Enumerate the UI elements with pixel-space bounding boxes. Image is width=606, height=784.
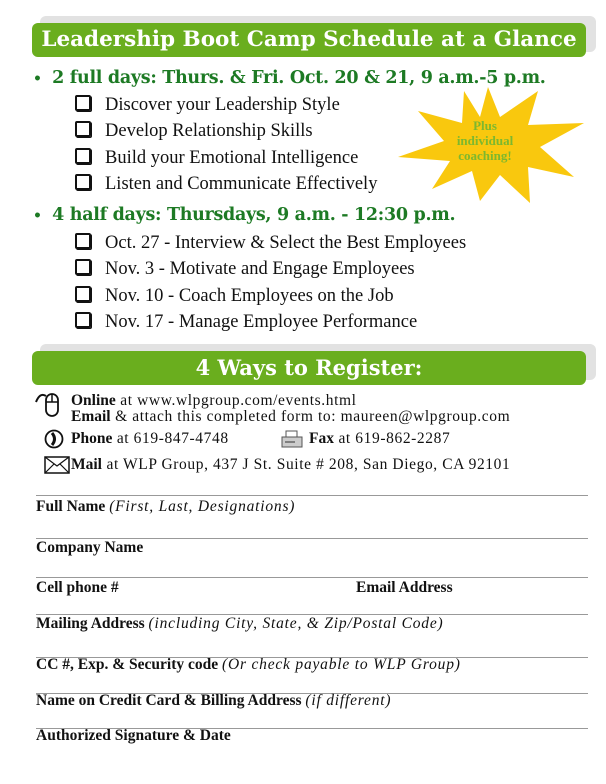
mail-label: Mail xyxy=(71,456,102,473)
register-phone xyxy=(71,430,229,448)
item-label: Nov. 3 - Motivate and Engage Employees xyxy=(105,259,415,279)
callout-line: individual xyxy=(456,133,514,148)
hint: (including City, State, & Zip/Postal Code) xyxy=(148,615,444,632)
field-company-name[interactable] xyxy=(36,539,143,557)
divider xyxy=(36,495,588,496)
item-label: Listen and Communicate Effectively xyxy=(105,174,378,194)
envelope-icon xyxy=(44,456,70,474)
field-card-name[interactable] xyxy=(36,692,391,710)
fax-icon xyxy=(281,430,303,448)
label: Mailing Address xyxy=(36,615,145,632)
email-address[interactable]: & attach this completed form to: maureen@wlpgroup.com xyxy=(110,408,511,425)
item-label: Discover your Leadership Style xyxy=(105,95,340,115)
checklist-item xyxy=(75,286,394,307)
coaching-callout xyxy=(425,118,545,163)
item-label: Build your Emotional Intelligence xyxy=(105,148,359,168)
divider xyxy=(36,577,588,578)
checklist-item xyxy=(75,148,358,169)
item-label: Develop Relationship Skills xyxy=(105,121,313,141)
online-label: Online xyxy=(71,392,116,409)
checkbox-icon[interactable] xyxy=(75,148,91,164)
checklist-item xyxy=(75,233,466,254)
label: Name on Credit Card & Billing Address xyxy=(36,692,302,709)
mail-address: at WLP Group, 437 J St. Suite # 208, San Diego, CA 92101 xyxy=(102,456,511,473)
checklist-item xyxy=(75,95,340,116)
phone-icon xyxy=(44,429,64,449)
checkbox-icon[interactable] xyxy=(75,121,91,137)
checkbox-icon[interactable] xyxy=(75,233,91,249)
item-label: Oct. 27 - Interview & Select the Best Employees xyxy=(105,233,467,253)
half-days-text: 4 half days: Thursdays, 9 a.m. - 12:30 p.m. xyxy=(52,205,456,225)
checklist-item xyxy=(75,259,415,280)
checkbox-icon[interactable] xyxy=(75,259,91,275)
checklist-item xyxy=(75,312,417,333)
field-full-name[interactable] xyxy=(36,498,295,516)
register-header: 4 Ways to Register: xyxy=(32,351,586,385)
register-email xyxy=(71,408,510,426)
fax-label: Fax xyxy=(309,430,334,447)
mouse-icon xyxy=(34,388,64,420)
checklist-item xyxy=(75,121,313,142)
full-days-text: 2 full days: Thurs. & Fri. Oct. 20 & 21, 9 a.m.-5 p.m. xyxy=(52,68,546,88)
field-cell-phone[interactable] xyxy=(36,579,119,597)
checkbox-icon[interactable] xyxy=(75,95,91,111)
checkbox-icon[interactable] xyxy=(75,286,91,302)
phone-label: Phone xyxy=(71,430,113,447)
label: Cell phone # xyxy=(36,579,119,596)
item-label: Nov. 10 - Coach Employees on the Job xyxy=(105,286,394,306)
hint: (First, Last, Designations) xyxy=(109,498,296,515)
checkbox-icon[interactable] xyxy=(75,312,91,328)
label: Full Name xyxy=(36,498,106,515)
field-mailing-address[interactable] xyxy=(36,615,443,633)
checkbox-icon[interactable] xyxy=(75,174,91,190)
item-label: Nov. 17 - Manage Employee Performance xyxy=(105,312,418,332)
register-mail xyxy=(71,456,510,474)
hint: (if different) xyxy=(305,692,392,709)
register-fax xyxy=(309,430,450,448)
callout-line: Plus xyxy=(473,118,497,133)
label: Company Name xyxy=(36,539,144,556)
schedule-header: Leadership Boot Camp Schedule at a Glance xyxy=(32,23,586,57)
callout-line: coaching! xyxy=(458,148,512,163)
checklist-item xyxy=(75,174,377,195)
online-url[interactable]: at www.wlpgroup.com/events.html xyxy=(115,392,357,409)
hint: (Or check payable to WLP Group) xyxy=(222,656,461,673)
label: Authorized Signature & Date xyxy=(36,727,231,744)
label: CC #, Exp. & Security code xyxy=(36,656,219,673)
phone-number: at 619-847-4748 xyxy=(112,430,229,447)
field-credit-card[interactable] xyxy=(36,656,461,674)
field-signature[interactable] xyxy=(36,727,231,745)
label: Email Address xyxy=(356,579,453,596)
full-days-heading: • 2 full days: Thurs. & Fri. Oct. 20 & 21, 9 a.m.-5 p.m. xyxy=(33,68,546,88)
email-label: Email xyxy=(71,408,111,425)
fax-number: at 619-862-2287 xyxy=(333,430,451,447)
half-days-heading: • 4 half days: Thursdays, 9 a.m. - 12:30 p.m. xyxy=(33,205,456,225)
field-email[interactable] xyxy=(356,579,453,597)
